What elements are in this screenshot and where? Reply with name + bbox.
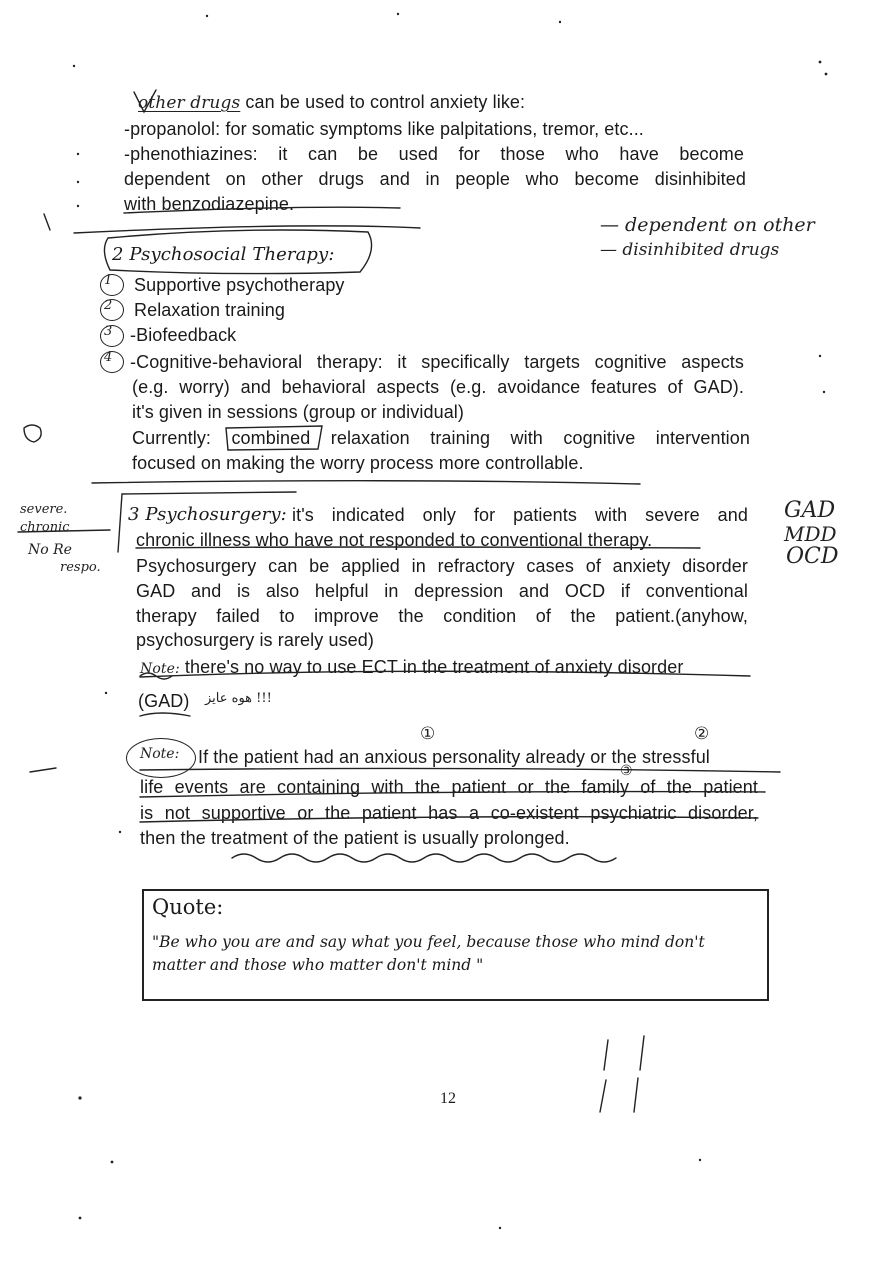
psychosurgery-line-5: therapy failed to improve the condition of the patient.(anyhow, (136, 606, 748, 626)
psychosocial-item-biofeedback: -Biofeedback (130, 325, 237, 345)
psychosurgery-heading: 3 Psychosurgery: (128, 504, 287, 525)
circled-number-4: 4 (104, 350, 113, 365)
margin-note-no-response: No Re (28, 542, 72, 558)
note-label-circle (126, 738, 196, 778)
psychosurgery-line-1: it's indicated only for patients with severe and (292, 505, 748, 525)
page-number: 12 (440, 1090, 456, 1107)
ect-note-line (140, 655, 683, 681)
quote-heading: Quote: (152, 895, 224, 919)
psychosurgery-line-2: chronic illness who have not responded to conventional therapy. (136, 530, 653, 550)
circled-number-2: 2 (104, 298, 113, 313)
margin-note-chronic: chronic (20, 520, 70, 535)
marker-circle-4 (100, 351, 124, 373)
cbt-line-4: Currently: combined relaxation training with cognitive intervention (132, 428, 750, 448)
cbt-line-3: it's given in sessions (group or individual) (132, 402, 464, 422)
psychosurgery-line-3: Psychosurgery can be applied in refractory cases of anxiety disorder (136, 556, 748, 576)
psychosurgery-line-4: GAD and is also helpful in depression and OCD if conventional (136, 581, 748, 601)
margin-note-mdd: MDD (784, 522, 837, 546)
annotation-number-3: ③ (620, 763, 633, 779)
propanolol-line: -propanolol: for somatic symptoms like palpitations, tremor, etc... (124, 119, 644, 139)
quote-box (142, 889, 769, 1001)
prognosis-line-1: If the patient had an anxious personality already or the stressful (198, 747, 710, 767)
marker-circle-3 (100, 325, 124, 347)
annotation-number-2: ② (694, 724, 710, 744)
prognosis-line-4: then the treatment of the patient is usually prolonged. (140, 828, 570, 848)
cbt-line-1: -Cognitive-behavioral therapy: it specifically targets cognitive aspects (130, 352, 744, 372)
psychosocial-heading: 2 Psychosocial Therapy: (112, 244, 335, 265)
margin-note-disinhibited: — disinhibited drugs (600, 240, 780, 260)
marker-circle-1 (100, 274, 124, 296)
prognosis-note-label: Note: (140, 746, 180, 762)
drugs-intro-rest: can be used to control anxiety like: (240, 92, 526, 112)
phenothiazines-line-2: dependent on other drugs and in people who become disinhibited (124, 169, 746, 189)
ect-note-line-2: (GAD) (138, 691, 190, 711)
phenothiazines-line-3: with benzodiazepine. (124, 194, 295, 214)
drugs-intro-prefix: other drugs (138, 93, 241, 113)
marker-circle-2 (100, 299, 124, 321)
margin-note-severe: severe. (20, 502, 68, 517)
phenothiazines-line-1: -phenothiazines: it can be used for those who have become (124, 144, 744, 164)
circled-number-1: 1 (104, 273, 113, 288)
quote-text: "Be who you are and say what you feel, because those who mind don't matter and those who matter don't mind " (152, 933, 705, 974)
margin-note-respo: respo. (60, 560, 101, 575)
psychosurgery-line-6: psychosurgery is rarely used) (136, 630, 374, 650)
prognosis-line-2: life events are containing with the patient or the family of the patient (140, 777, 758, 797)
ect-note-text: there's no way to use ECT in the treatment of anxiety disorder (179, 657, 684, 677)
margin-note-ocd: OCD (786, 544, 839, 569)
drugs-intro-line (138, 90, 525, 115)
arabic-margin-note: هوه عايز !!! (205, 691, 272, 706)
prognosis-line-3: is not supportive or the patient has a co-existent psychiatric disorder, (140, 803, 758, 823)
annotation-number-1: ① (420, 724, 436, 744)
psychosocial-item-relaxation: Relaxation training (134, 300, 285, 320)
cbt-line-5: focused on making the worry process more controllable. (132, 453, 584, 473)
ect-note-label: Note: (140, 661, 180, 677)
circled-number-3: 3 (104, 324, 113, 339)
cbt-line-2: (e.g. worry) and behavioral aspects (e.g. avoidance features of GAD). (132, 377, 744, 397)
margin-note-dependent: — dependent on other (600, 214, 815, 236)
margin-note-gad: GAD (784, 498, 836, 523)
psychosocial-item-supportive: Supportive psychotherapy (134, 275, 345, 295)
